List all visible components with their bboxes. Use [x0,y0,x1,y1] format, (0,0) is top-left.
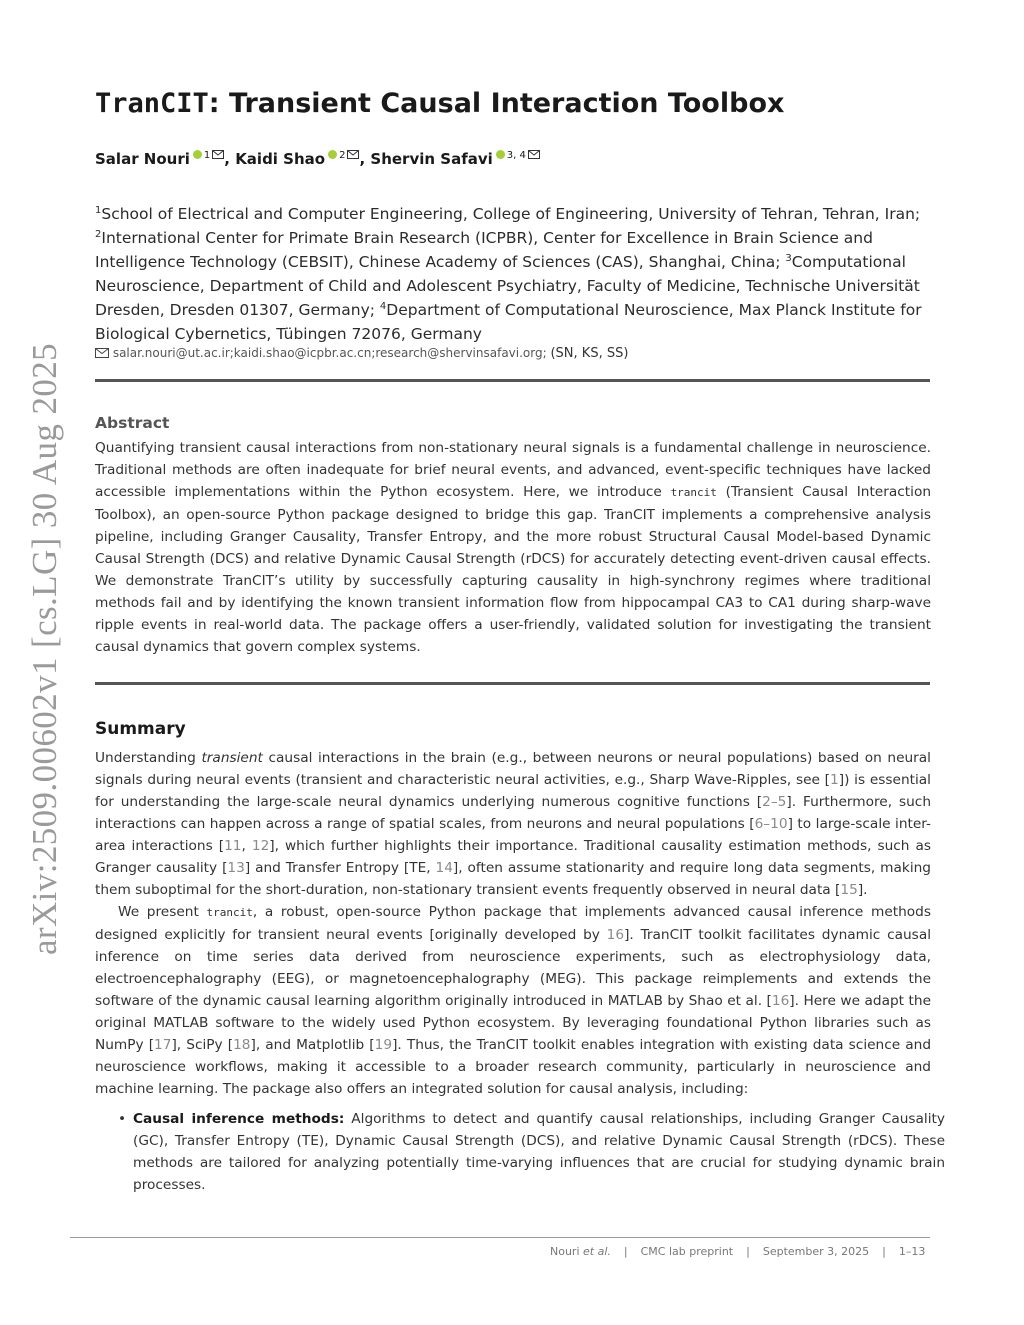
title-rest: : Transient Causal Interaction Toolbox [208,88,785,119]
author-name[interactable]: Shervin Safavi [370,150,493,168]
affil-number: 1 [95,204,102,216]
list-item [118,1108,945,1196]
affil-number: 2 [95,228,102,240]
bullet-text: Algorithms to detect and quantify causal relationships, including Granger Causality (GC), Transfer Entropy (TE), Dynamic Causal Strength (DCS), and relative Dynamic Causal Strength (rDCS). These methods are tailored for analyzing potentially time-varying influences that are crucial for studying dynamic brain processes. [133,1111,945,1193]
affiliations [95,202,940,346]
footer-divider [70,1237,930,1238]
footer-date: September 3, 2025 [762,1245,870,1258]
citation-link[interactable]: 19 [374,1037,393,1053]
citation-link[interactable]: 11 [224,838,242,854]
page-footer [550,1245,925,1258]
footer-etal: et al. [583,1245,611,1258]
affiliation: International Center for Primate Brain Research (ICPBR), Center for Excellence in Brain Science and Intelligence Technology (CEBSIT), Chinese Academy of Sciences (CAS), Shanghai, China; [95,229,873,271]
section-divider [95,682,930,685]
orcid-icon[interactable] [496,150,505,159]
orcid-icon[interactable] [193,150,202,159]
footer-separator: | [882,1245,886,1258]
citation-link[interactable]: 15 [840,882,858,898]
summary-paragraph: We present trancit, a robust, open-source Python package that implements advanced causal inference methods designed explicitly for transient neural events [originally developed by 16]. TranCIT toolkit facilitates dynamic causal inference on time series data derived from neuroscience experiments, such as electrophysiology data, electroencephalography (EEG), or magnetoencephalography (MEG). This package reimplements and extends the software of the dynamic causal learning algorithm originally introduced in MATLAB by Shao et al. [16]. Here we adapt the original MATLAB software to the widely used Python ecosystem. By leveraging foundational Python libraries such as NumPy [17], SciPy [18], and Matplotlib [19]. Thus, the TranCIT toolkit enables integration with existing data science and neuroscience workflows, making it accessible to a broader research community, particularly in neuroscience and machine learning. The package also offers an integrated solution for causal analysis, including: [95,904,932,1097]
citation-link[interactable]: 16 [606,927,625,943]
citation-link[interactable]: 2–5 [762,794,787,810]
author-affil-number: 3, 4 [506,150,526,161]
affil-number: 4 [379,300,387,312]
author-list: Salar Nouri $^1$ , Kaidi Shao $^2$ , Shervin Safavi $^{3, 4}$ [95,150,540,168]
author-name[interactable]: Salar Nouri [95,150,190,168]
citation-link[interactable]: 6–10 [754,816,788,832]
mail-icon[interactable] [347,150,359,159]
mail-icon[interactable] [212,150,224,159]
orcid-icon[interactable] [328,150,337,159]
abstract-text: Quantifying transient causal interactions from non-stationary neural signals is a fundamental challenge in neuroscience. Traditional methods are often inadequate for brief neural events, and advanced, event-specific techniques have lacked accessible implementations within the Python ecosystem. Here, we introduce trancit (Transient Causal Interaction Toolbox), an open-source Python package designed to bridge this gap. TranCIT implements a comprehensive analysis pipeline, including Granger Causality, Transfer Entropy, and the more robust Structural Causal Model-based Dynamic Causal Strength (DCS) and relative Dynamic Causal Strength (rDCS) for accurately detecting event-driven causal effects. We demonstrate TranCIT’s utility by successfully capturing causality in high-synchrony regimes where traditional methods fail and by identifying the known transient information flow from hippocampal CA3 to CA1 during sharp-wave ripple events in real-world data. The package offers a user-friendly, validated solution for investigating the transient causal dynamics that govern complex systems. [95,440,931,655]
mail-icon[interactable] [528,150,540,159]
citation-link[interactable]: 1 [830,772,839,788]
citation-link[interactable]: 14 [435,860,453,876]
affiliation: School of Electrical and Computer Engineering, College of Engineering, University of Tehran, Tehran, Iran; [101,205,921,223]
affil-number: 3 [785,252,792,264]
section-divider [95,379,930,382]
footer-venue: CMC lab preprint [640,1245,734,1258]
title-code: TranCIT [95,88,209,119]
author-affil-number: 2 [339,150,346,161]
summary-heading: Summary [95,719,186,739]
affiliation: Department of Computational Neuroscience, Max Planck Institute for Biological Cybernetics, Tübingen 72076, Germany [95,301,922,343]
bullet-marker: • [118,1111,127,1127]
email-addresses[interactable]: salar.nouri@ut.ac.ir;kaidi.shao@icpbr.ac.cn;research@shervinsafavi.org; [112,346,547,360]
author-name[interactable]: Kaidi Shao [235,150,326,168]
footer-pages: 1–13 [898,1245,926,1258]
footer-author: Nouri [550,1245,580,1258]
paper-title [95,88,784,119]
author-affil-number: 1 [203,150,211,161]
citation-link[interactable]: 18 [233,1037,251,1053]
bullet-label: Causal inference methods: [133,1111,345,1127]
citation-link[interactable]: 16 [771,993,790,1009]
package-name: trancit [670,486,717,499]
contact-emails [95,346,628,361]
email-roles: (SN, KS, SS) [550,346,629,361]
citation-link[interactable]: 12 [251,838,270,854]
summary-paragraph: Understanding transient causal interactions in the brain (e.g., between neurons or neural populations) based on neural signals during neural events (transient and characteristic neural activities, e.g., Sharp Wave-Ripples, see [1]) is essential for understanding the large-scale neural dynamics underlying numerous cognitive functions [2–5]. Furthermore, such interactions can happen across a range of spatial scales, from neurons and neural populations [6–10] to large-scale inter-area interactions [11, 12], which further highlights their importance. Traditional causality estimation methods, such as Granger causality [13] and Transfer Entropy [TE, 14], often assume stationarity and require long data segments, making them suboptimal for the short-duration, non-stationary transient events frequently observed in neural data [15]. [95,750,932,898]
footer-separator: | [746,1245,750,1258]
abstract-heading: Abstract [95,414,170,432]
footer-separator: | [623,1245,628,1258]
mail-icon [95,348,109,358]
package-name: trancit [206,906,253,919]
arxiv-side-identifier: arXiv:2509.00602v1 [cs.LG] 30 Aug 2025 [25,342,64,955]
citation-link[interactable]: 13 [227,860,245,876]
summary-body [95,747,931,1100]
citation-link[interactable]: 17 [154,1037,172,1053]
affiliation: Computational Neuroscience, Department of Child and Adolescent Psychiatry, Faculty of Medicine, Technische Universität Dresden, Dresden 01307, Germany; [95,253,920,319]
